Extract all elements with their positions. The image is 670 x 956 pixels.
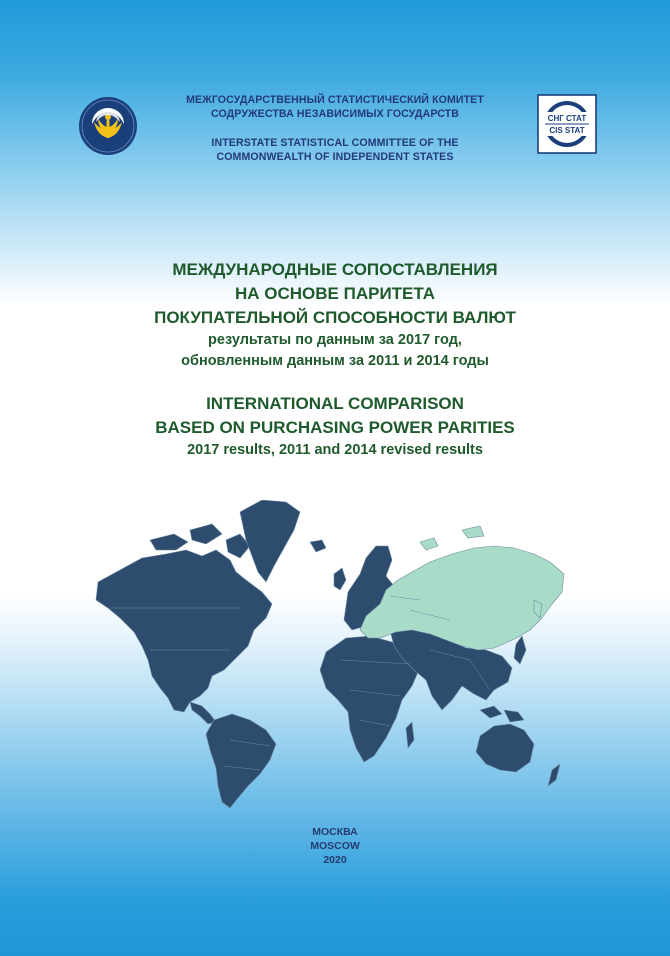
cis-emblem-icon (78, 96, 138, 156)
city-en: MOSCOW (310, 840, 360, 852)
title-en-line1: INTERNATIONAL COMPARISON (206, 394, 464, 413)
title-ru-line2: НА ОСНОВЕ ПАРИТЕТА (235, 284, 435, 303)
cis-stat-logo-icon (537, 94, 597, 154)
org-name-en-line1: INTERSTATE STATISTICAL COMMITTEE OF THE (211, 137, 459, 149)
logo-text-ru: СНГ СТАТ (547, 114, 587, 123)
subtitle-ru-line2: обновленным данным за 2011 и 2014 годы (181, 353, 489, 369)
greenland-shape (240, 500, 300, 582)
publication-year: 2020 (323, 854, 347, 866)
city-ru: МОСКВА (312, 826, 358, 838)
australia-shape (476, 724, 534, 772)
org-name-en-line2: COMMONWEALTH OF INDEPENDENT STATES (216, 151, 454, 163)
title-ru-line3: ПОКУПАТЕЛЬНОЙ СПОСОБНОСТИ ВАЛЮТ (154, 308, 516, 327)
logo-text-en: CIS STAT (549, 126, 585, 135)
title-ru-line1: МЕЖДУНАРОДНЫЕ СОПОСТАВЛЕНИЯ (172, 260, 498, 279)
south-america-shape (206, 714, 276, 808)
org-name-ru (150, 93, 520, 121)
org-name-ru-line1: МЕЖГОСУДАРСТВЕННЫЙ СТАТИСТИЧЕСКИЙ КОМИТЕТ (186, 94, 484, 106)
title-block (0, 258, 670, 461)
subtitle-en-line1: 2017 results, 2011 and 2014 revised results (187, 442, 483, 458)
title-en-line2: BASED ON PURCHASING POWER PARITIES (155, 418, 515, 437)
org-name-ru-line2: СОДРУЖЕСТВА НЕЗАВИСИМЫХ ГОСУДАРСТВ (210, 108, 460, 120)
org-name-en (150, 136, 520, 164)
footer (0, 825, 670, 867)
north-america-shape (96, 550, 272, 712)
subtitle-ru-line1: результаты по данным за 2017 год, (208, 332, 462, 348)
world-map-icon (90, 500, 570, 810)
